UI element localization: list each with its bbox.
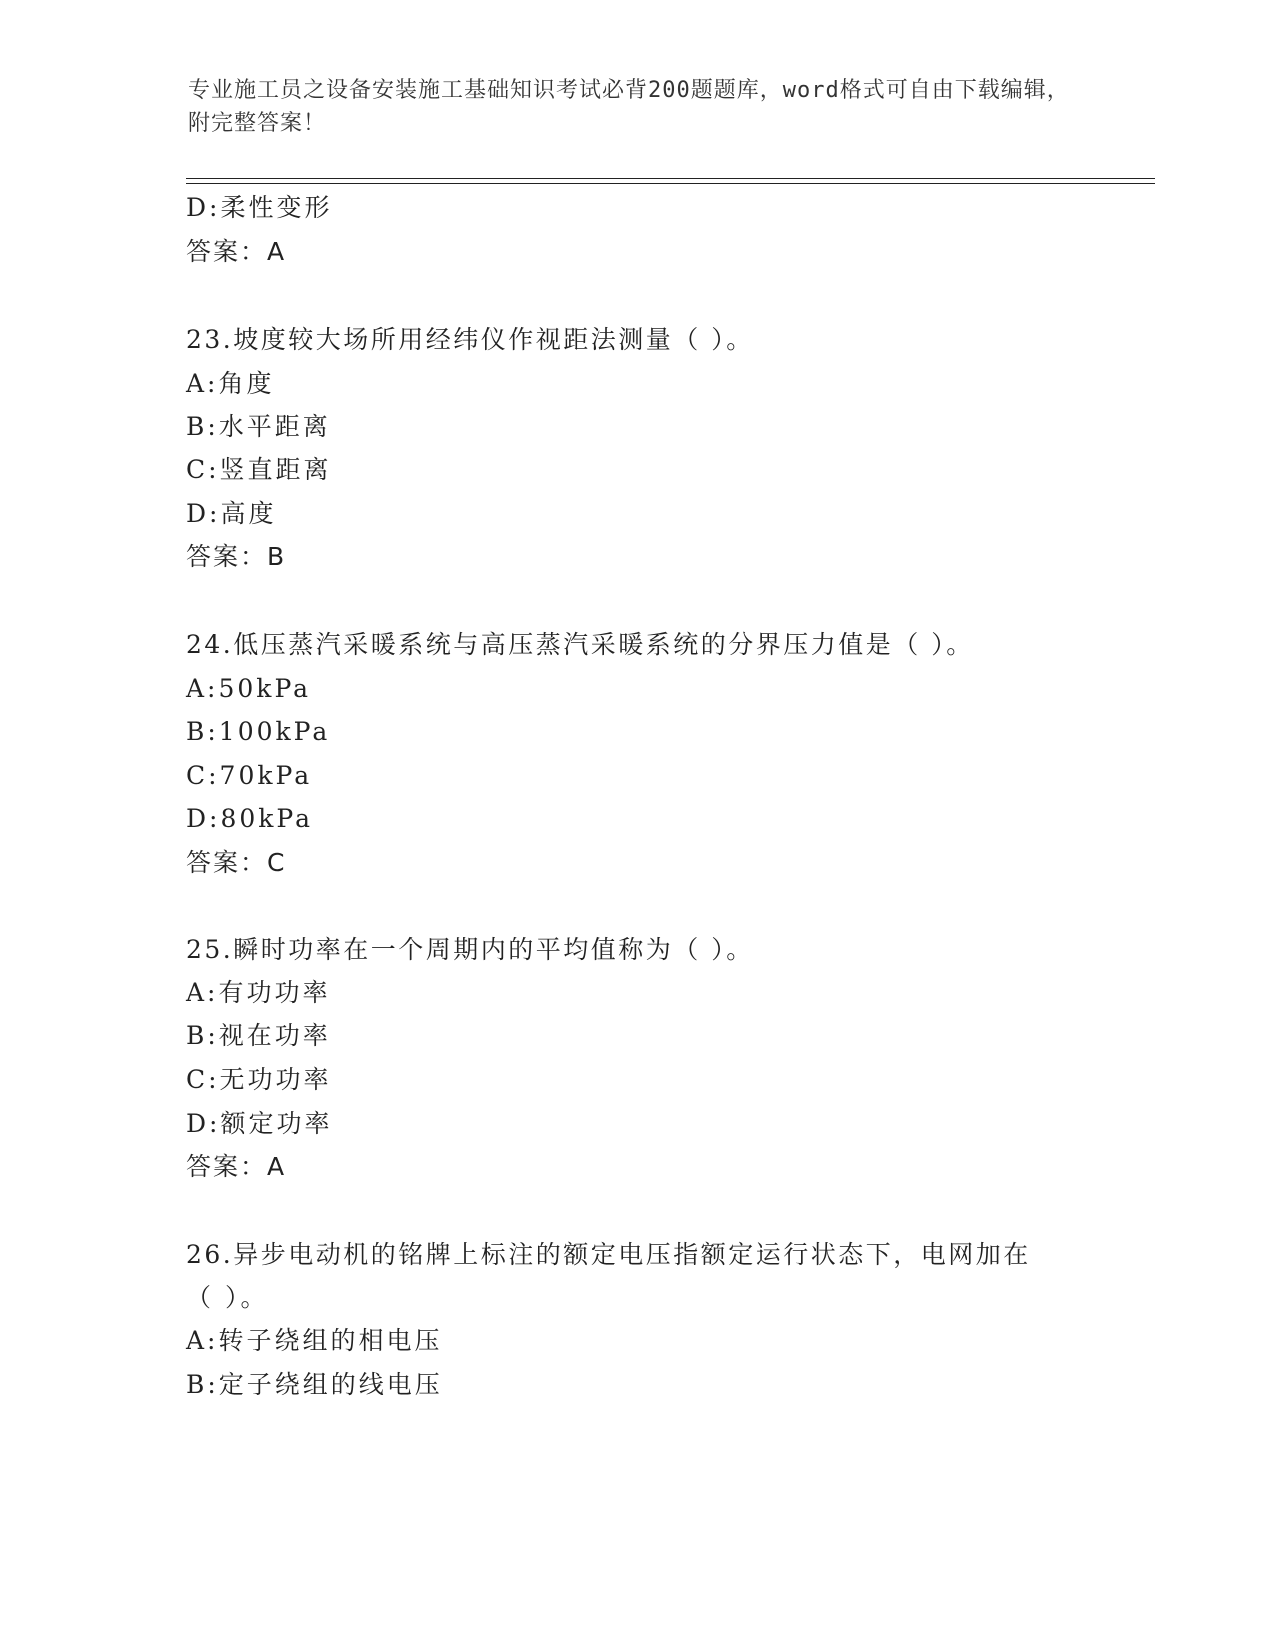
- option-c-q24: C:70kPa: [186, 761, 313, 790]
- question-26-continuation: （ ）。: [186, 1283, 269, 1312]
- option-b-q23: B:水平距离: [186, 412, 331, 441]
- question-26: 26.异步电动机的铭牌上标注的额定电压指额定运行状态下，电网加在: [186, 1240, 1031, 1269]
- document-header: 专业施工员之设备安装施工基础知识考试必背200题题库，word格式可自由下载编辑，附完整答案！: [188, 78, 1070, 136]
- option-b-q24: B:100kPa: [186, 717, 331, 746]
- option-d-q24: D:80kPa: [186, 804, 314, 833]
- option-b-q26: B:定子绕组的线电压: [186, 1370, 443, 1399]
- option-a-q23: A:角度: [186, 369, 275, 398]
- option-c-q23: C:竖直距离: [186, 455, 332, 484]
- header-divider-top: [186, 178, 1155, 179]
- answer-q25: 答案：A: [186, 1152, 287, 1181]
- option-d-q23: D:高度: [186, 499, 277, 528]
- option-d-q25: D:额定功率: [186, 1109, 333, 1138]
- question-25: 25.瞬时功率在一个周期内的平均值称为（ ）。: [186, 935, 754, 964]
- header-divider-bottom: [186, 183, 1155, 184]
- option-a-q25: A:有功功率: [186, 978, 331, 1007]
- option-d-q22: D:柔性变形: [186, 193, 333, 222]
- option-a-q26: A:转子绕组的相电压: [186, 1326, 443, 1355]
- answer-q22: 答案：A: [186, 237, 287, 266]
- option-a-q24: A:50kPa: [186, 674, 312, 703]
- question-23: 23.坡度较大场所用经纬仪作视距法测量（ ）。: [186, 325, 754, 354]
- option-b-q25: B:视在功率: [186, 1021, 331, 1050]
- option-c-q25: C:无功功率: [186, 1065, 332, 1094]
- question-24: 24.低压蒸汽采暖系统与高压蒸汽采暖系统的分界压力值是（ ）。: [186, 630, 974, 659]
- answer-q23: 答案：B: [186, 542, 287, 571]
- answer-q24: 答案：C: [186, 848, 287, 877]
